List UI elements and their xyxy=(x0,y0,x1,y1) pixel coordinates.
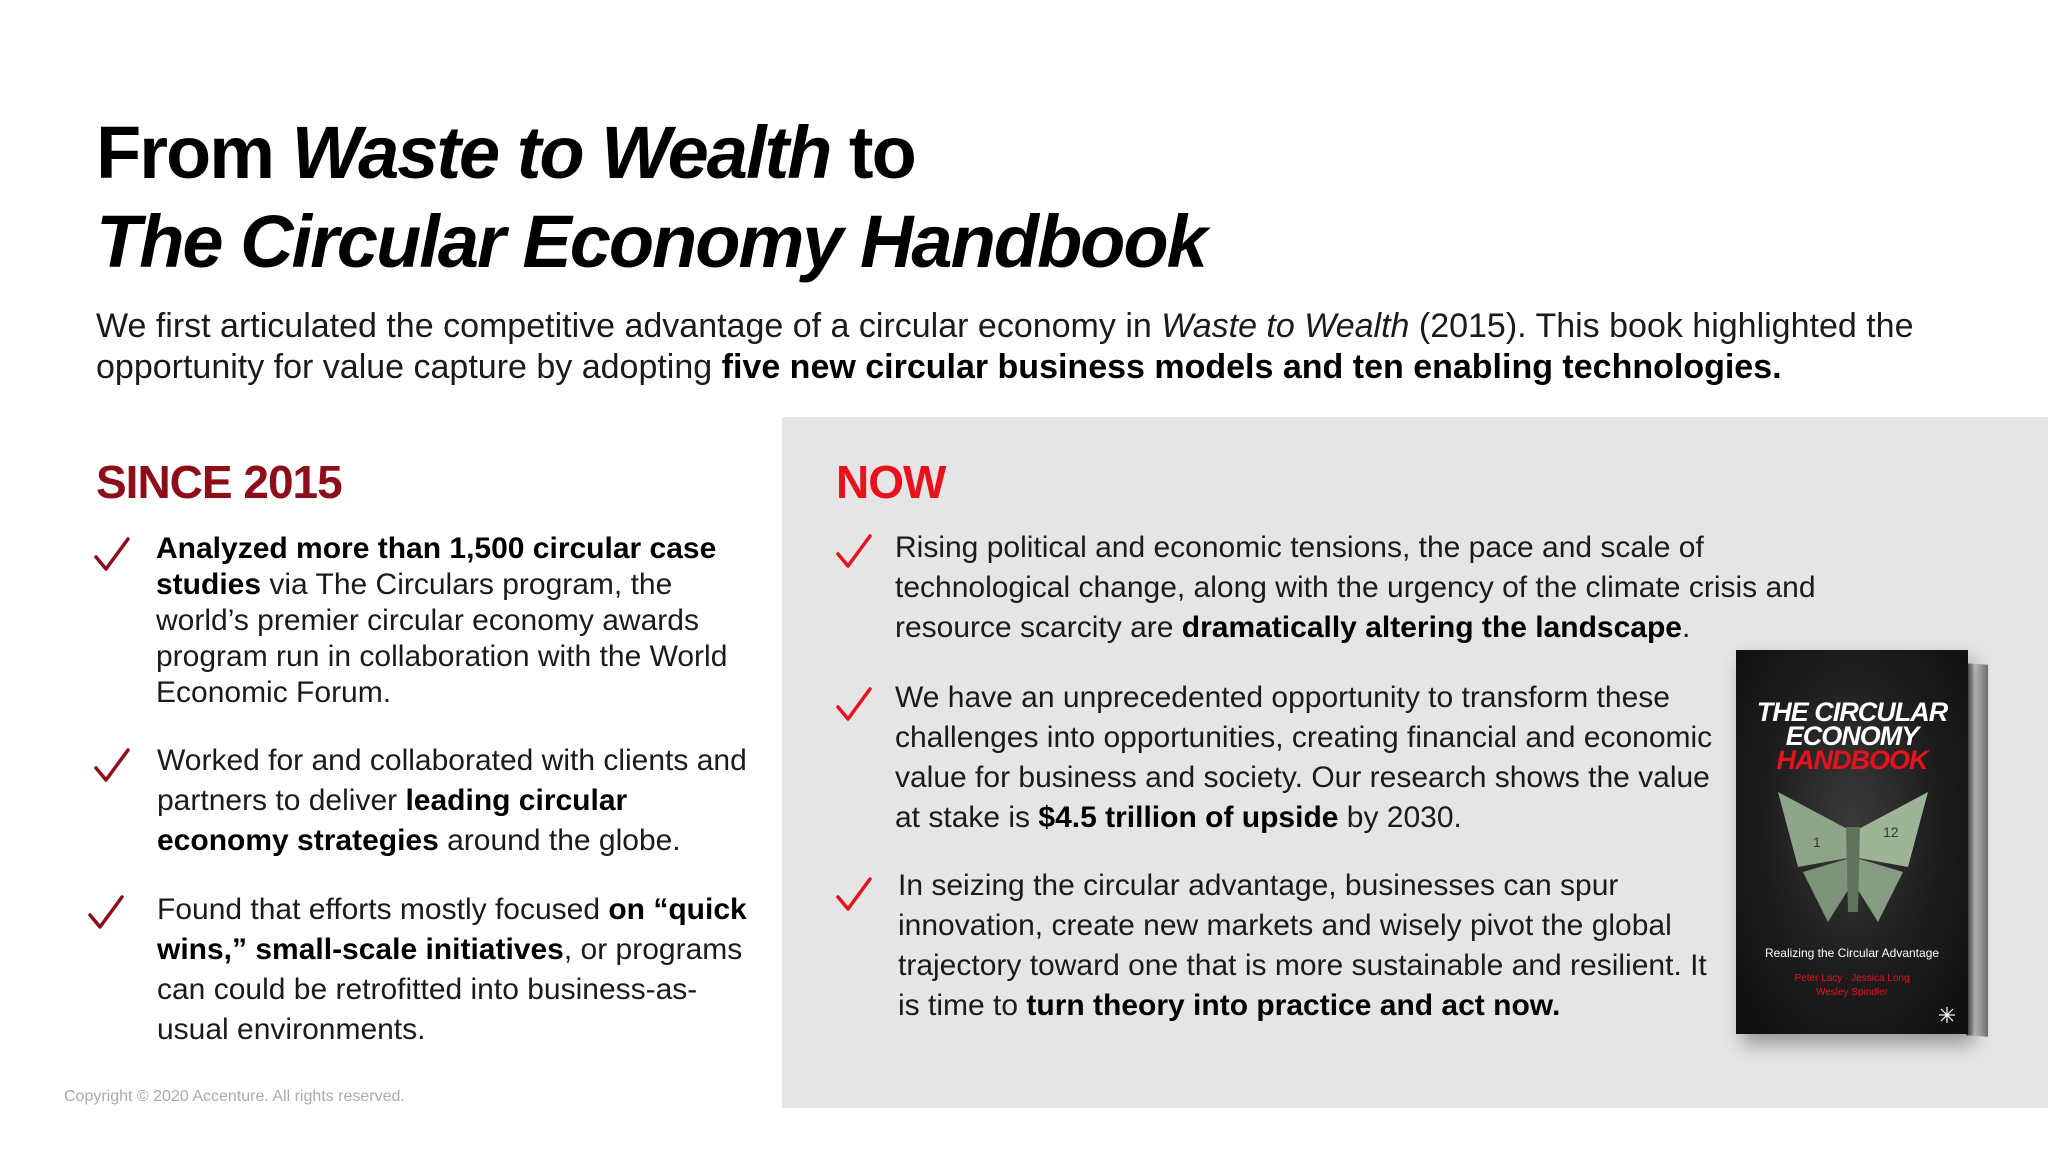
since-item-1: Analyzed more than 1,500 circular case studies via The Circulars program, the world’s premier circular economy awards program run in collaboration with the World Economic Forum. xyxy=(156,532,728,709)
page-title xyxy=(96,108,1206,286)
now-item-3: In seizing the circular advantage, businesses can spur innovation, create new markets and wisely pivot the global trajectory toward one that is more sustainable and resilient. It is time to turn theory into practice and act now. xyxy=(898,869,1707,1022)
svg-text:1: 1 xyxy=(1813,834,1821,850)
origami-butterfly-icon xyxy=(1758,772,1948,932)
title-line-2: The Circular Economy Handbook xyxy=(96,200,1206,283)
book-spine xyxy=(1966,663,1988,1036)
now-heading: NOW xyxy=(836,456,946,508)
checkmark-icon xyxy=(834,685,874,725)
book-title: THE CIRCULAR ECONOMY HANDBOOK xyxy=(1756,697,1948,775)
intro-paragraph: We first articulated the competitive advantage of a circular economy in Waste to Wealth (2015). This book highlighted the opportunity for value capture by adopting five new circular business models and ten enabling technologies. xyxy=(96,307,1914,386)
publisher-logo-icon xyxy=(1938,1006,1956,1024)
since-heading: SINCE 2015 xyxy=(96,456,342,508)
svg-text:12: 12 xyxy=(1883,824,1899,840)
book-authors: Peter Lacy · Jessica Long Wesley Spindler xyxy=(1794,973,1910,998)
title-book-1: Waste to Wealth xyxy=(291,111,831,194)
checkmark-icon xyxy=(92,746,132,786)
since-item-2: Worked for and collaborated with clients and partners to deliver leading circular economy strategies around the globe. xyxy=(157,744,747,857)
checkmark-icon xyxy=(86,893,126,933)
book-cover-image xyxy=(1736,650,2002,1040)
checkmark-icon xyxy=(834,532,874,572)
copyright-notice: Copyright © 2020 Accenture. All rights reserved. xyxy=(64,1088,405,1105)
checkmark-icon xyxy=(92,535,132,575)
title-line-1: From Waste to Wealth to xyxy=(96,111,915,194)
now-item-2: We have an unprecedented opportunity to transform these challenges into opportunities, creating financial and economic value for business and society. Our research shows the value at stake is $4.5 trillion of upside by 2030. xyxy=(895,681,1713,834)
now-item-1: Rising political and economic tensions, the pace and scale of technological change, along with the urgency of the climate crisis and resource scarcity are dramatically altering the landscape. xyxy=(895,531,1816,644)
book-subtitle: Realizing the Circular Advantage xyxy=(1764,946,1940,960)
book-cover xyxy=(1736,650,1968,1034)
since-item-3: Found that efforts mostly focused on “quick wins,” small-scale initiatives, or programs can could be retrofitted into business-as-usual environments. xyxy=(157,893,747,1046)
checkmark-icon xyxy=(834,875,874,915)
